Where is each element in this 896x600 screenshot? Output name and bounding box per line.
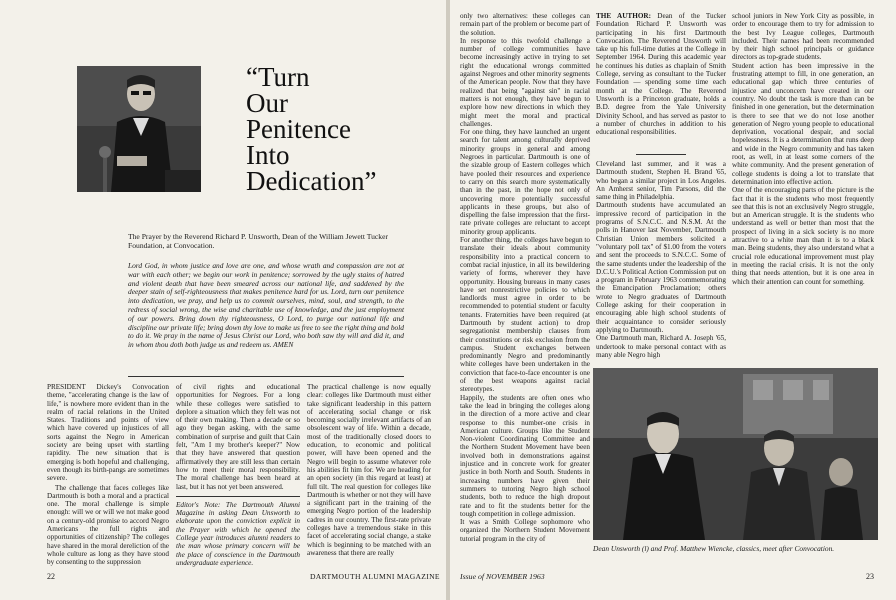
right-page bbox=[450, 0, 896, 600]
page-number-left: 22 bbox=[47, 572, 55, 581]
author-divider bbox=[636, 154, 686, 155]
body-paragraph: only two alternatives: these colleges can remain part of the problem or become part of the solution. In response to this twofold challenge a number of college communities have become increasingly active in trying to set right the educational wrongs committed against Negroes and other minority segments of the American people. Now that they have realized that being "against sin" in racial matters is not enough, they have begun to explore how new directions in which they might meet the moral and practical challenges. For one thing, they have launched an urgent search for talent among culturally deprived minority groups in general and among Negroes in particular. Dartmouth is one of the sizable group of Eastern colleges which have pooled their resources and experience to carry on this search more systematically than in the past, in the hope not only of uncovering more potentially successful applicants in these groups, but also of dispelling the false impression that the first-rate private colleges are reluctant to accept minority group applicants. For another thing, the colleges have begun to translate their ideals about community responsibility into a practical concern to combat racial injustice, in all its bewildering variety of forms, wherever they have opportunity. Housing bureaus in many cases have set nonrestrictive policies to which landlords must agree in order to be recommended to potential student or faculty tenants. Fraternities have been required (at Dartmouth by student action) to drop segregationist membership clauses from their constitutions or risk exclusion from the campus. Student exchanges between predominantly Negro and predominantly white colleges have been undertaken in the conviction that face-to-face encounter is one of the best weapons against racial stereotypes. Happily, the students are often ones who take the lead in bringing the colleges along in the direction of a more active and clear response to this number-one crisis in American culture. Groups like the Student Non-violent Coordinating Committee and the Northern Student Movement have been involved both in demonstrations against injustice and in concrete work for greater justice in both North and South. Students in increasing numbers have given their summers to tutoring Negro high school students, both to reduce the high dropout rate and to fit the students better for the tough competition in college admission. It was a Smith College sophomore who organized the Northern Student Movement tutorial program in the city of bbox=[460, 12, 590, 543]
right-body-column-1 bbox=[460, 12, 590, 560]
body-paragraph: The challenge that faces colleges like Dartmouth is both a moral and a practical one. The moral challenge is simple enough: will we or will we not make good on a century-old promise to accord Negro Americans the full rights and opportunities of citizenship? The colleges have shared in the moral dereliction of the whole culture as long as they have stood by consenting to the suppression bbox=[47, 483, 169, 567]
note-divider bbox=[176, 496, 300, 497]
body-paragraph: school juniors in New York City as possible, in order to encourage them to try for admission to the best Ivy League colleges, Dartmouth included. Their names had been recommended by their high school principals or guidance directors as top-grade students. Student action has been impressive in the frustrating attempt to fill, in one generation, an educational gap which three centuries of injustice and unconcern have created in our country. No doubt the task is more than can be finished in one generation, but the determination is there to see that we do not lose another generation of Negro young people to educational deprivation, vocational despair, and social hopelessness. It is a determination that runs deep and wide in the Negro community and has taken root, as well, in at least some corners of the white community. And the present generation of college students is doing a lot to translate that determination into effective action. One of the encouraging parts of the picture is the fact that it is the students who most frequently see that this is not an exclusively Negro struggle, but an American struggle. It is the students who understand as well or better than most that the prospect of living in a sick society is no more attractive to a white man than it is to a black man. Being students, they also understand what a crucial role educational improvement must play in meeting the racial crisis. It is not the only thing that needs attention, but it is one area in which their attention can count for something. bbox=[732, 12, 874, 286]
magazine-name: DARTMOUTH ALUMNI MAGAZINE bbox=[310, 572, 440, 581]
author-heading: THE AUTHOR: bbox=[596, 12, 651, 20]
body-paragraph: of civil rights and educational opportunities for Negroes. For a long while these colleges were satisfied to deplore a situation which they felt was not of their own making. Then a decade or so ago they began asking, with the same combination of surprise and guilt that Cain felt, "Am I my brother's keeper?" Now that they have answered that question affirmatively they are still less than certain how to meet their moral responsibility. The moral challenge has been heard at last, but it has not yet been answered. bbox=[176, 383, 300, 491]
title-line: “Turn bbox=[246, 62, 310, 92]
convocation-photo bbox=[593, 368, 878, 540]
dean-portrait-photo bbox=[77, 66, 201, 192]
title-line: Penitence bbox=[246, 114, 351, 144]
prayer-text: Lord God, in whom justice and love are one, and whose wrath and compassion are not at war with each other; we begin our work in penitence; sorrowed by the ugly stains of hatred and violent death that have been smeared across our national life, and saddened by the deeper stain of self-righteousness that makes penitence hard for us. Lord, turn our penitence into dedication, we pray, and help us to commit ourselves, mind, soul, and strength, to the redress of social wrong, the wise and charitable use of knowledge, and the just employment of our powers. Bring down thy righteousness, O Lord, to purge our national life and discipline our private life; bring down thy love to make us free to see the right thing and bold to do it. We pray in the name of Jesus Christ our Lord, who both saw thy will and did it, and in whom thou doth both judge us and redeem us. AMEN bbox=[128, 261, 404, 350]
page-number-right: 23 bbox=[866, 572, 874, 581]
editor-note: Editor's Note: The Dartmouth Alumni Magazine in asking Dean Unsworth to elaborate upon the conviction explicit in the Prayer with which he opened the College year introduces alumni readers to the man whose primary concern will be the place of conscience in the Dartmouth undergraduate experience. bbox=[176, 500, 300, 567]
title-line: Our bbox=[246, 88, 288, 118]
body-column-1 bbox=[47, 383, 169, 567]
right-body-column-2 bbox=[596, 160, 726, 360]
body-column-2 bbox=[176, 383, 300, 567]
author-bio: Dean of the Tucker Foundation Richard P. Unsworth was participating in his first Dartmouth Convocation. The Reverend Unsworth will take up his full-time duties at the College in September 1964. During this academic year he continues his duties as chaplain of Smith College, serving as consultant to the Tucker Foundation — spending some time each month at the College. The Reverend Unsworth is a Princeton graduate, holds a B.D. degree from the Yale University Divinity School, and has served as pastor to a number of churches in addition to his educational responsibilities. bbox=[596, 12, 726, 137]
left-page bbox=[0, 0, 446, 600]
title-line: Dedication” bbox=[246, 166, 377, 196]
right-body-column-3 bbox=[732, 12, 874, 364]
body-paragraph: Cleveland last summer, and it was a Dartmouth student, Stephen H. Brand '65, who began a similar project in Los Angeles. An Amherst senior, Tim Parsons, did the same thing in Philadelphia. Dartmouth students have accumulated an impressive record of participation in the programs of S.N.C.C. and N.S.M. At the polls in Hanover last November, Dartmouth Christian Union members solicited a "voluntary poll tax" of $1.00 from the voters and sent the proceeds to S.N.C.C. Some of the same students under the leadership of the D.C.U.'s Political Action Commission put on a program in February 1963 commemorating the Emancipation Proclamation; others wrote to Negro graduates of Dartmouth College asking for their cooperation in encouraging able high school students of their acquaintance to consider seriously applying to Dartmouth. One Dartmouth man, Richard A. Joseph '65, undertook to make personal contact with as many able Negro high bbox=[596, 160, 726, 359]
author-box bbox=[596, 12, 726, 137]
body-paragraph: PRESIDENT Dickey's Convocation theme, "accelerating change is the law of life," is nowhere more evident than in the realm of racial relations in the United States. Traditions and points of view which have covered up injustices of all sorts against the Negro in American society are being upset with startling rapidity. The new situation that is emerging is both hopeful and challenging, even though its birth-pangs are sometimes severe. bbox=[47, 383, 169, 483]
body-paragraph: The practical challenge is now equally clear: colleges like Dartmouth must either take significant leadership in this pattern of accelerating social change or risk becoming socially irrelevant artifacts of an obsolescent way of life. Within a decade, most of the traditionally closed doors to education, to economic and political power, will have been opened and the Negro will begin to assume whatever role his abilities fit him for. We are heading for an open society (in this regard at least) at full tilt. The real question for colleges like Dartmouth is whether or not they will have a significant part in the training of the emerging Negro portion of the leadership cadres in our country. The first-rate private colleges have a tremendous stake in this facet of accelerating social change, a stake which is beginning to be matched with an awareness that there are really bbox=[307, 383, 431, 557]
prayer-caption: The Prayer by the Reverend Richard P. Unsworth, Dean of the William Jewett Tucker Foundation, at Convocation. bbox=[128, 232, 389, 250]
title-line: Into bbox=[246, 140, 290, 170]
issue-date: Issue of NOVEMBER 1963 bbox=[460, 572, 545, 581]
article-title bbox=[246, 64, 376, 194]
body-column-3 bbox=[307, 383, 431, 563]
photo-caption: Dean Unsworth (l) and Prof. Matthew Wiencke, classics, meet after Convocation. bbox=[593, 544, 835, 553]
section-divider bbox=[128, 376, 404, 377]
